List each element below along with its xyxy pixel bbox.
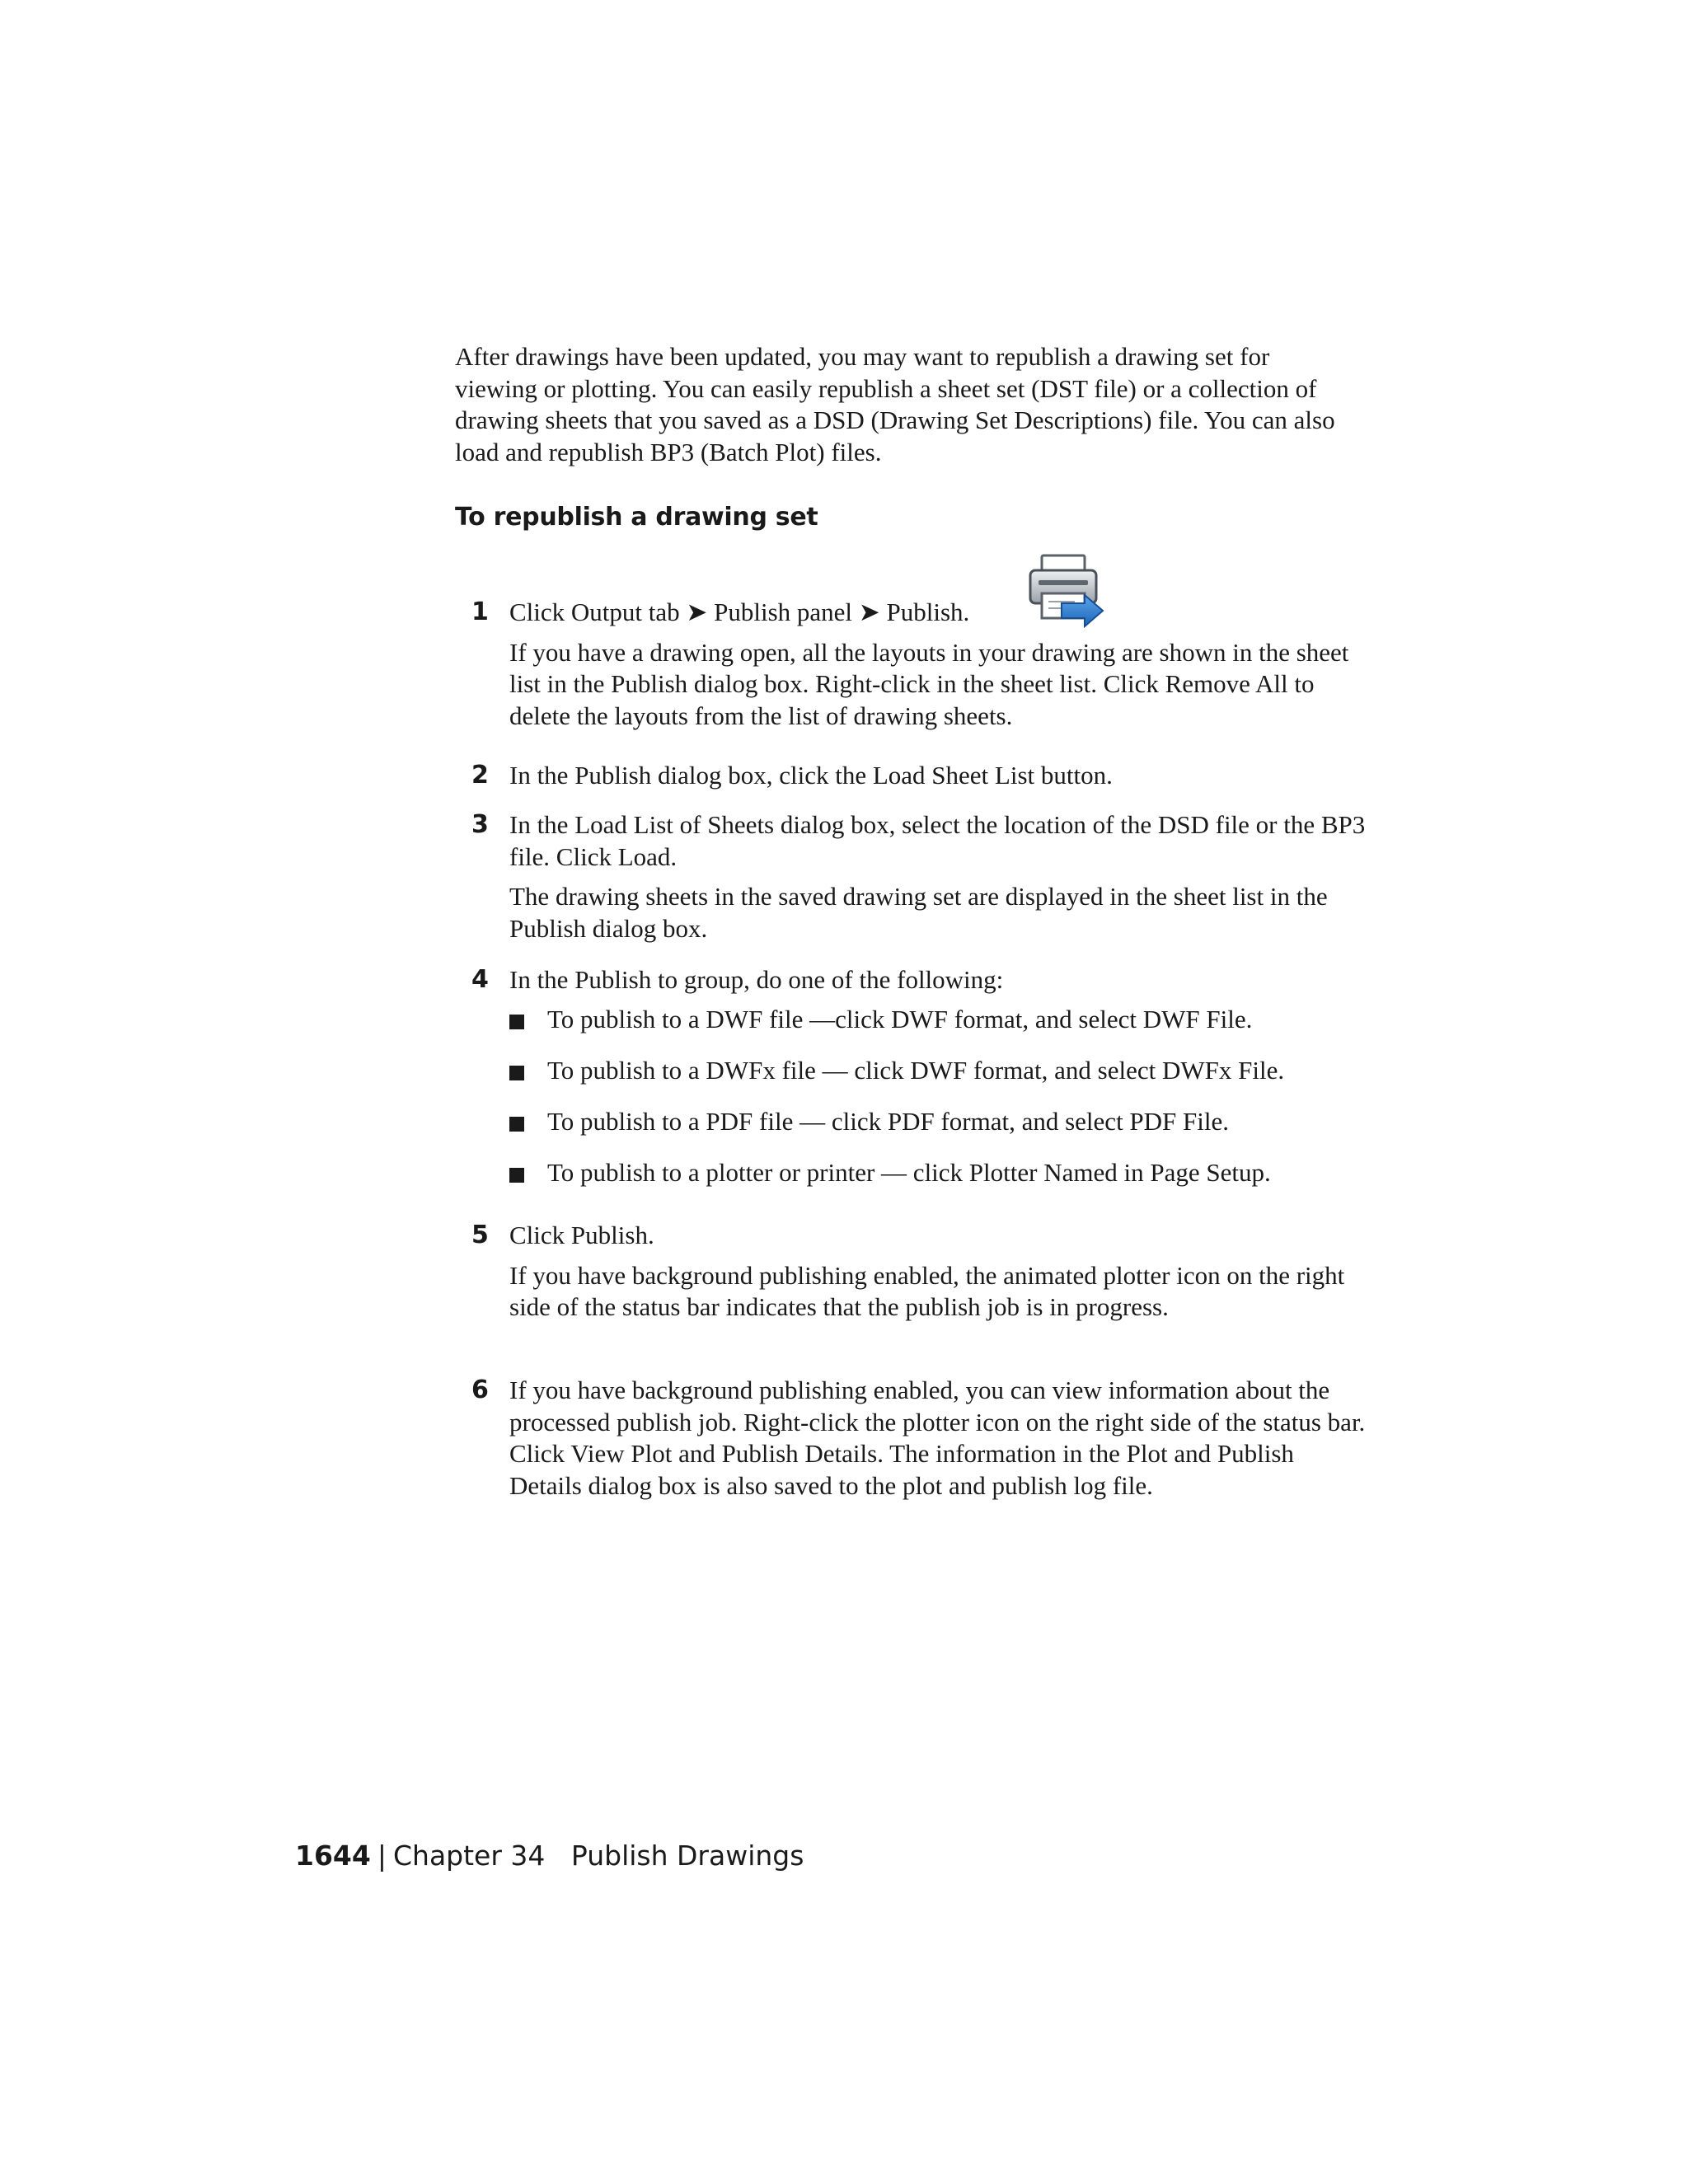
step-body (509, 1220, 1367, 1324)
step-number: 3 (471, 810, 489, 839)
step-note: If you have background publishing enabled, the animated plotter icon on the right side of the status bar indicates that the publish job is in progress. (509, 1260, 1345, 1321)
bullet-square-icon (509, 1117, 524, 1132)
step-text: Click Output tab ➤ Publish panel ➤ Publish. (509, 598, 970, 626)
bullet-text: To publish to a PDF file — click PDF format, and select PDF File. (547, 1107, 1230, 1136)
step-text: In the Publish dialog box, click the Load Sheet List button. (509, 761, 1113, 790)
bullet-square-icon (509, 1168, 524, 1183)
intro-paragraph: After drawings have been updated, you may want to republish a drawing set for viewing or plotting. You can easily republish a sheet set (DST file) or a collection of drawing sheets that you saved as a DSD (Drawing Set Descriptions) file. You can also load and republish BP3 (Batch Plot) files. (455, 342, 1335, 466)
step-text: If you have background publishing enabled, you can view information about the processed publish job. Right-click the plotter icon on the right side of the status bar. Click View Plot and Publish Details. The information in the Plot and Publish Details dialog box is also saved to the plot and publish log file. (509, 1376, 1366, 1500)
step-note: If you have a drawing open, all the layouts in your drawing are shown in the sheet list in the Publish dialog box. Right-click in the sheet list. Click Remove All to delete the layouts from the list of drawing sheets. (509, 637, 1349, 730)
step-number: 1 (471, 598, 489, 626)
bullet-square-icon (509, 1066, 524, 1080)
bullet-text: To publish to a plotter or printer — click Plotter Named in Page Setup. (547, 1158, 1271, 1187)
bullet-text: To publish to a DWFx file — click DWF format, and select DWFx File. (547, 1056, 1285, 1085)
step-number: 6 (471, 1376, 489, 1404)
step-number: 2 (471, 761, 489, 790)
footer-separator: | (377, 1840, 387, 1872)
chapter-title: Publish Drawings (570, 1840, 804, 1872)
step-text: In the Publish to group, do one of the following: (509, 965, 1004, 994)
page-footer (295, 1840, 804, 1872)
step-text: In the Load List of Sheets dialog box, select the location of the DSD file or the BP3 file. Click Load. (509, 810, 1366, 871)
step-body (509, 597, 1367, 732)
bullet-text: To publish to a DWF file —click DWF format, and select DWF File. (547, 1005, 1253, 1033)
bullet-square-icon (509, 1015, 524, 1029)
step-body (509, 809, 1367, 944)
publish-printer-icon (1027, 552, 1106, 628)
step-number: 5 (471, 1221, 489, 1249)
procedure-heading: To republish a drawing set (455, 503, 818, 532)
step-note: The drawing sheets in the saved drawing set are displayed in the sheet list in the Publish dialog box. (509, 882, 1328, 943)
step-body (509, 760, 1367, 792)
step-body (509, 1375, 1367, 1502)
intro-paragraph-block (455, 341, 1345, 468)
step-number: 4 (471, 965, 489, 994)
chapter-label: Chapter 34 (392, 1840, 546, 1872)
step-body (509, 964, 1367, 996)
step-text: Click Publish. (509, 1221, 654, 1249)
page-number: 1644 (295, 1840, 371, 1872)
